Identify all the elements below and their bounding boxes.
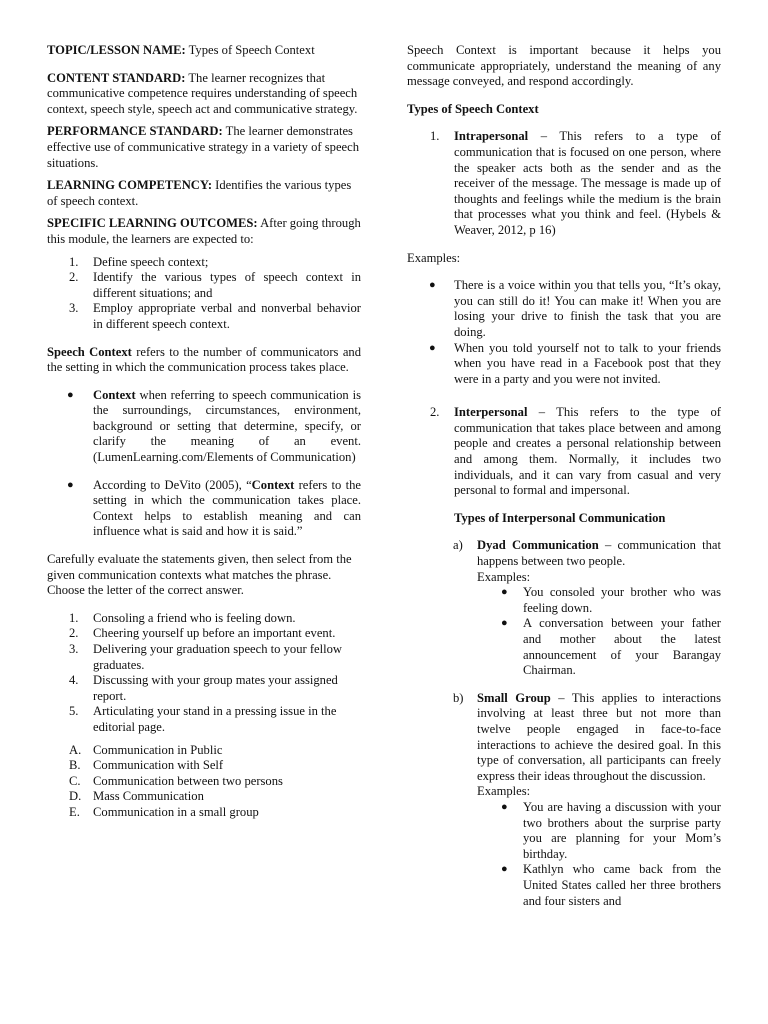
list-marker: E.: [69, 804, 80, 819]
list-item: [47, 626, 361, 642]
list-text: Identify the various types of speech context in different situations; and: [93, 270, 361, 300]
context-text: when referring to speech communication is the surroundings, circumstances, environment, background or setting that determine, specify, or clarify the meaning of an event. (LumenLearning.com/Elements of Communication): [93, 387, 361, 465]
list-text: When you told yourself not to talk to your friends when you have read in a Facebook post that they were in a party and you were not invited.: [454, 340, 721, 386]
learning-competency: [47, 178, 361, 209]
list-text: Employ appropriate verbal and nonverbal behavior in different speech context.: [93, 301, 361, 331]
learning-competency-text: Identifies the various types of speech context.: [47, 178, 352, 208]
list-text: Communication in a small group: [93, 804, 259, 819]
bullet-icon: ●: [429, 341, 436, 354]
speech-context-term: Speech Context: [47, 344, 132, 359]
list-item: [47, 388, 361, 466]
list-text: Kathlyn who came back from the United States called her three brothers and four sisters and: [523, 862, 721, 908]
interpersonal-types-heading: [407, 511, 721, 527]
list-item: [47, 478, 361, 540]
list-item: [47, 774, 361, 790]
bullet-icon: ●: [429, 279, 436, 292]
list-marker: B.: [69, 758, 81, 773]
list-marker: a): [453, 538, 463, 553]
intrapersonal-text: – This refers to a type of communication that is focused on one person, where the speaker acts both as the sender and as the receiver of the message. The message is made up of thoughts and feelings while the medium is the brain that processes what you think and feel. (Hybels & Weaver, 2012, p 16): [454, 129, 721, 237]
bullet-icon: ●: [501, 863, 508, 876]
list-text: Discussing with your group mates your assigned report.: [93, 673, 338, 703]
list-text: Mass Communication: [93, 789, 204, 804]
list-marker: D.: [69, 789, 82, 804]
list-item: [407, 616, 721, 678]
small-group-term: Small Group: [477, 690, 551, 705]
list-item: [407, 800, 721, 862]
list-marker: A.: [69, 742, 82, 757]
small-group-text: – This applies to interactions involving at least three but not more than twelve people engaged in face-to-face interactions to achieve the desired goal. In this type of conversation, all participants can freely express their ideas throughout the discussion.: [477, 690, 721, 783]
list-item: [47, 805, 361, 821]
list-marker: 1.: [69, 610, 79, 625]
learning-outcomes: [47, 216, 361, 247]
questions-list: [47, 611, 361, 736]
bullet-icon: ●: [67, 388, 74, 401]
left-column: [47, 43, 361, 821]
list-marker: 3.: [69, 301, 79, 316]
dyad-examples-label: Examples:: [477, 569, 531, 584]
list-marker: 2.: [430, 405, 440, 420]
list-item: [407, 538, 721, 569]
performance-standard: [47, 124, 361, 171]
intrapersonal-examples: [407, 278, 721, 387]
dyad-examples: [407, 585, 721, 679]
list-item: [407, 405, 721, 499]
bullet-icon: ●: [501, 617, 508, 630]
small-group-examples: [407, 800, 721, 909]
performance-standard-text: The learner demonstrates effective use of communicative strategy in a variety of speech situations.: [47, 124, 360, 170]
list-marker: 1.: [430, 129, 440, 144]
list-item: [407, 129, 721, 238]
interpersonal-types-heading-text: Types of Interpersonal Communication: [454, 510, 666, 525]
list-marker: b): [453, 690, 464, 705]
list-item: [47, 642, 361, 673]
list-item: [407, 585, 721, 616]
small-group-list: [407, 691, 721, 785]
list-text: Communication in Public: [93, 742, 223, 757]
list-text: Delivering your graduation speech to your fellow graduates.: [93, 642, 343, 672]
performance-standard-label: PERFORMANCE STANDARD:: [47, 124, 223, 139]
list-text: You are having a discussion with your two brothers about the surprise party you are planning for your Mom’s birthday.: [523, 799, 721, 861]
bullet-icon: ●: [501, 586, 508, 599]
list-marker: 2.: [69, 270, 79, 285]
instructions: Carefully evaluate the statements given, then select from the given communication contexts what matches the phrase. Choose the letter of the correct answer.: [47, 552, 352, 598]
types-heading: [407, 102, 721, 118]
content-standard-text: The learner recognizes that communicative competence requires understanding of speech context, speech style, speech act and communicative strategy.: [47, 70, 358, 116]
list-marker: C.: [69, 773, 81, 788]
speech-context-definition: [47, 345, 361, 376]
list-text: Cheering yourself up before an important event.: [93, 626, 336, 641]
list-text: You consoled your brother who was feeling down.: [523, 585, 721, 615]
examples-label: Examples:: [407, 250, 461, 265]
interpersonal-term: Interpersonal: [454, 405, 528, 420]
list-marker: 1.: [69, 254, 79, 269]
types-heading-text: Types of Speech Context: [407, 101, 539, 116]
list-marker: 2.: [69, 626, 79, 641]
list-item: [47, 611, 361, 627]
bullet-icon: ●: [501, 800, 508, 813]
outcomes-list: [47, 255, 361, 333]
list-item: [47, 270, 361, 301]
list-marker: 5.: [69, 704, 79, 719]
devito-term: Context: [251, 477, 295, 492]
list-text: There is a voice within you that tells you, “It’s okay, you can still do it! You can make it! When you are losing your drive to finish the task that you are doing.: [454, 278, 721, 339]
list-item: [47, 704, 361, 735]
list-item: [47, 758, 361, 774]
speech-context-text: refers to the number of communicators and the setting in which the communication process takes place.: [47, 344, 361, 375]
context-bullets: [47, 388, 361, 540]
context-term: Context: [93, 387, 136, 402]
topic-line: [47, 43, 361, 59]
list-item: [47, 743, 361, 759]
devito-text: refers to the setting in which the communication takes place. Context helps to establish meaning and can influence what is said and how it is said.”: [93, 477, 361, 539]
list-text: A conversation between your father and mother about the latest announcement of your Barangay Chairman.: [523, 616, 721, 678]
dyad-term: Dyad Communication: [477, 538, 599, 553]
list-text: Communication with Self: [93, 758, 224, 773]
list-text: Consoling a friend who is feeling down.: [93, 610, 296, 625]
right-column: [407, 43, 721, 909]
learning-outcomes-text: After going through this module, the learners are expected to:: [47, 216, 361, 246]
list-item: [47, 255, 361, 271]
list-item: [407, 341, 721, 388]
intrapersonal-term: Intrapersonal: [454, 129, 529, 144]
interpersonal-text: – This refers to the type of communication that takes place between and among people and creates a personal relationship between and among them. Normally, it includes two individuals, and it can vary from casual and very personal to formal and impersonal.: [454, 405, 721, 498]
list-text: Articulating your stand in a pressing issue in the editorial page.: [93, 704, 337, 734]
list-text: Communication between two persons: [93, 773, 283, 788]
list-item: [407, 691, 721, 785]
list-marker: 4.: [69, 673, 79, 688]
devito-prefix: According to DeVito (2005), “: [93, 477, 252, 492]
list-item: [47, 789, 361, 805]
choices-list: [47, 743, 361, 821]
topic-label: TOPIC/LESSON NAME:: [47, 43, 186, 57]
dyad-text: – communication that happens between two people.: [477, 538, 722, 569]
list-item: [407, 278, 721, 340]
dyad-list: [407, 538, 721, 569]
list-item: [47, 673, 361, 704]
content-standard: [47, 71, 361, 118]
topic-value: Types of Speech Context: [185, 43, 315, 57]
interpersonal-list: [407, 405, 721, 499]
content-standard-label: CONTENT STANDARD:: [47, 70, 186, 85]
list-marker: 3.: [69, 642, 79, 656]
intrapersonal-list: [407, 129, 721, 238]
list-item: [407, 862, 721, 909]
learning-competency-label: LEARNING COMPETENCY:: [47, 178, 213, 193]
list-text: Define speech context;: [93, 254, 209, 269]
learning-outcomes-label: SPECIFIC LEARNING OUTCOMES:: [47, 216, 258, 231]
intro-paragraph: Speech Context is important because it helps you communicate appropriately, understand the meaning of any message conveyed, and respond accordingly.: [407, 43, 721, 89]
list-item: [47, 301, 361, 332]
bullet-icon: ●: [67, 478, 74, 491]
small-group-examples-label: Examples:: [477, 784, 531, 799]
